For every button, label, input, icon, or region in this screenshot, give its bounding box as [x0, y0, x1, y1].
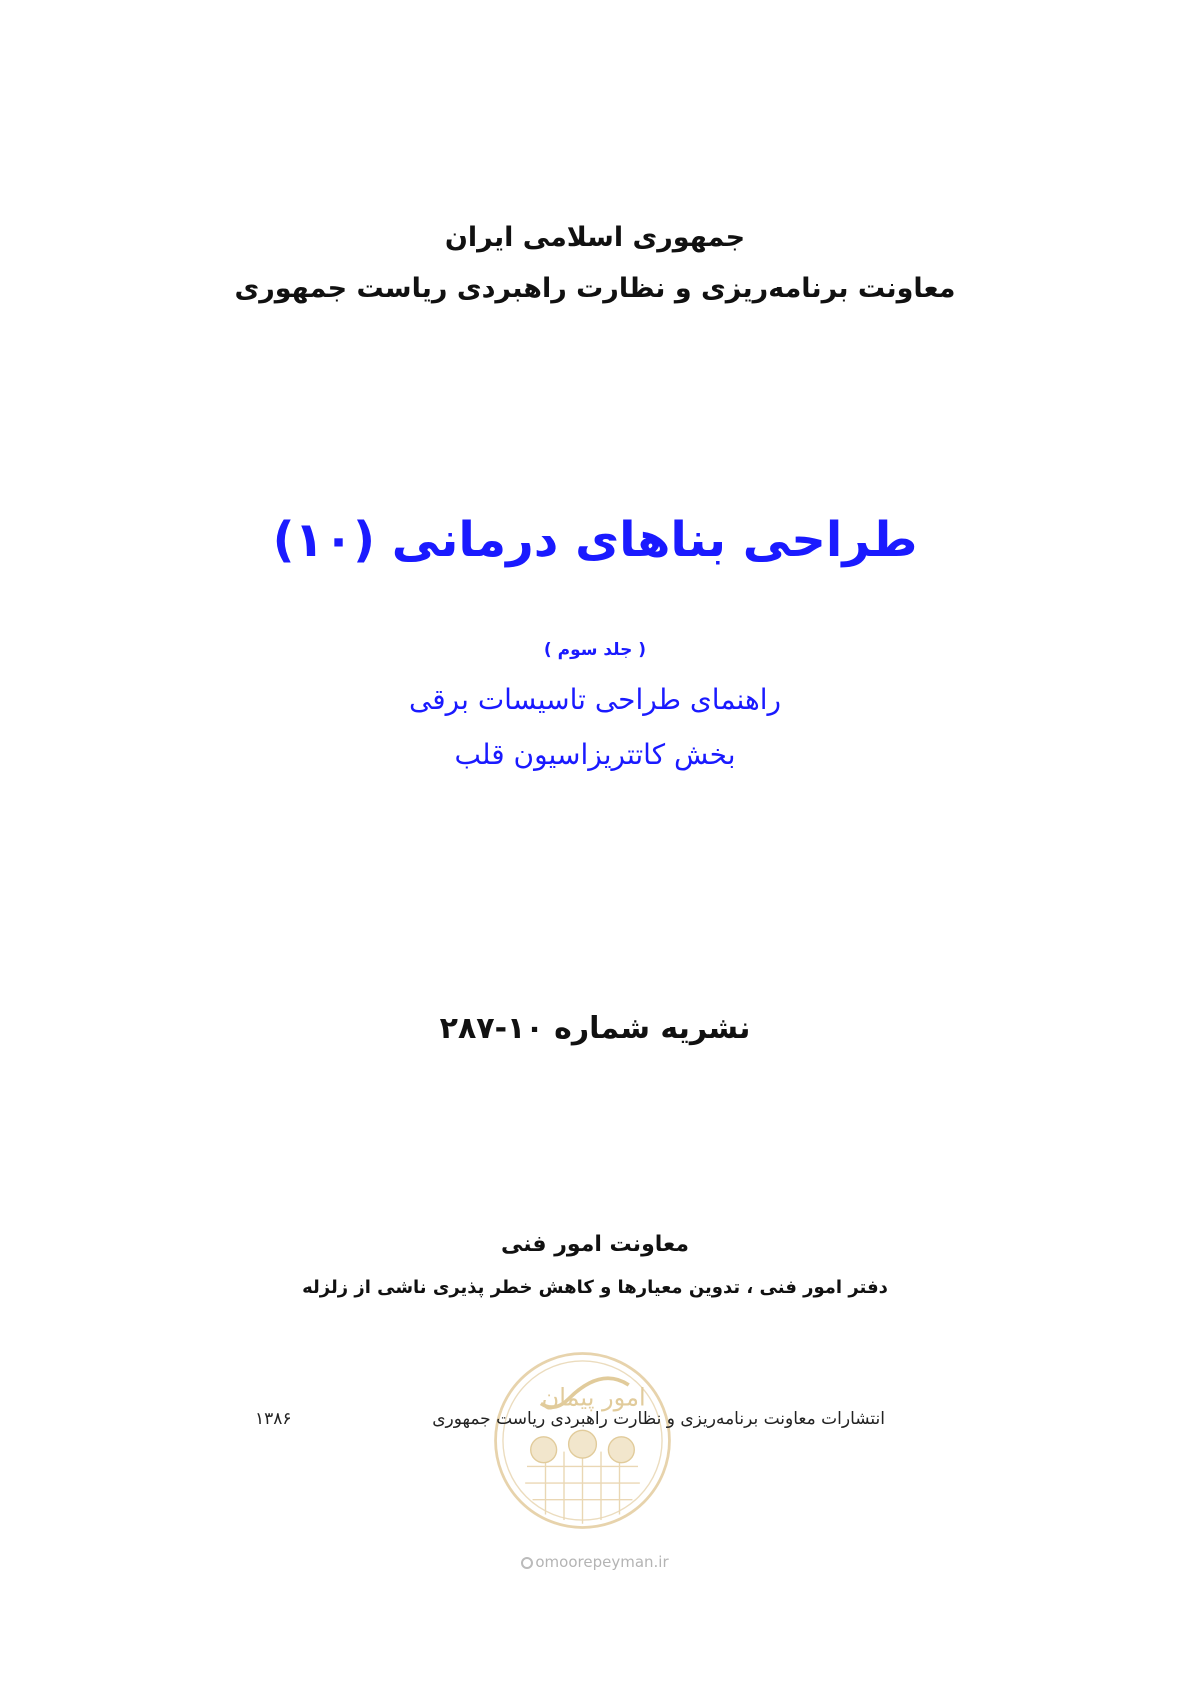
subtitle-electrical: راهنمای طراحی تاسیسات برقی	[408, 683, 782, 716]
watermark-site	[0, 1553, 1190, 1571]
at-sign-icon	[521, 1557, 533, 1569]
volume-label: ( جلد سوم )	[543, 640, 647, 660]
watermark-site-text: omoorepeyman.ir	[535, 1553, 669, 1571]
publisher-line: انتشارات معاونت برنامه‌ریزی و نظارت راهبردی ریاست جمهوری	[432, 1409, 885, 1429]
subtitle-section: بخش کاتتریزاسیون قلب	[454, 738, 736, 771]
watermark-logo	[490, 1348, 675, 1533]
publication-year: ۱۳۸۶	[255, 1409, 292, 1429]
issuer-department: معاونت امور فنی	[500, 1232, 690, 1257]
main-title: طراحی بناهای درمانی (۱۰)	[272, 512, 918, 568]
header-organization: معاونت برنامه‌ریزی و نظارت راهبردی ریاست جمهوری	[234, 273, 956, 304]
header-country: جمهوری اسلامی ایران	[444, 222, 746, 253]
watermark-logo-text: امور پیمان	[541, 1383, 646, 1412]
publication-number: نشریه شماره ۱۰-۲۸۷	[439, 1011, 751, 1046]
issuer-office: دفتر امور فنی ، تدوین معیارها و کاهش خطر پذیری ناشی از زلزله	[302, 1277, 888, 1298]
